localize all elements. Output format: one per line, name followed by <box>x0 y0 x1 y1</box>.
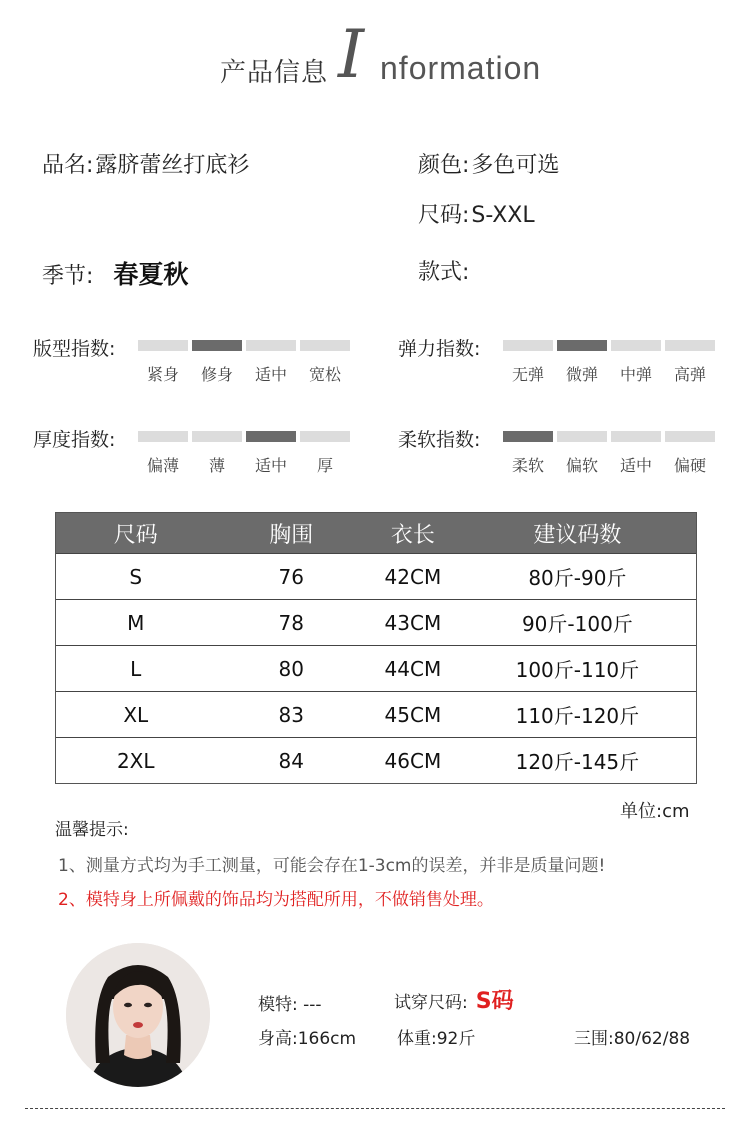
table-cell: 45CM <box>384 702 442 727</box>
fit-index-bars <box>138 340 350 351</box>
table-cell: 46CM <box>384 748 442 773</box>
table-cell: M <box>127 610 145 635</box>
softness-index-options <box>503 453 715 476</box>
model-name <box>258 990 322 1015</box>
fit-bar-seg <box>138 340 188 351</box>
table-header-cell: 衣长 <box>390 522 435 548</box>
table-header-cell: 建议码数 <box>533 522 622 548</box>
table-cell: L <box>130 656 142 681</box>
header-title-en: nformation <box>380 50 542 86</box>
table-cell: S <box>129 564 143 589</box>
fit-bar-seg <box>246 340 296 351</box>
fit-option: 紧身 <box>146 365 179 384</box>
model-name-value: --- <box>303 995 322 1015</box>
elastic-option: 高弹 <box>673 365 706 384</box>
softness-bar-seg <box>503 431 553 442</box>
table-cell: 84 <box>278 748 304 773</box>
softness-bar-seg <box>557 431 607 442</box>
unit-label: 单位:cm <box>620 801 690 822</box>
info-name <box>42 148 249 179</box>
thickness-option: 偏薄 <box>146 456 179 475</box>
table-cell: 42CM <box>384 564 442 589</box>
table-cell: 44CM <box>384 656 442 681</box>
model-measure-label: 三围: <box>574 1029 614 1049</box>
thickness-option: 适中 <box>254 456 287 475</box>
info-name-value: 露脐蕾丝打底衫 <box>95 153 250 178</box>
table-header-cell: 胸围 <box>269 522 314 548</box>
header-script-letter: I <box>338 16 365 93</box>
table-cell: 120斤-145斤 <box>515 750 640 774</box>
table-cell: 110斤-120斤 <box>515 704 640 728</box>
table-cell: 100斤-110斤 <box>515 658 640 682</box>
softness-option: 适中 <box>619 456 652 475</box>
table-cell: 80斤-90斤 <box>528 566 627 590</box>
fit-index-label: 版型指数: <box>33 338 116 360</box>
elastic-bar-seg <box>665 340 715 351</box>
table-cell: 90斤-100斤 <box>521 612 633 636</box>
model-weight <box>397 1024 475 1049</box>
info-size <box>418 198 535 229</box>
table-row <box>56 691 696 737</box>
model-measure-value: 80/62/88 <box>613 1029 691 1049</box>
softness-option: 柔软 <box>511 456 544 475</box>
softness-option: 偏硬 <box>673 456 706 475</box>
thickness-bar-seg <box>138 431 188 442</box>
bottom-divider <box>25 1108 725 1109</box>
info-name-label: 品名: <box>42 153 94 178</box>
fit-bar-seg <box>192 340 242 351</box>
info-color <box>418 148 559 179</box>
elastic-bar-seg <box>503 340 553 351</box>
elastic-option: 微弹 <box>565 365 598 384</box>
header-title-cn: 产品信息 <box>220 58 329 88</box>
tips-title: 温馨提示: <box>55 820 129 840</box>
thickness-bar-seg <box>192 431 242 442</box>
table-row <box>56 645 696 691</box>
softness-bar-seg <box>611 431 661 442</box>
fit-option: 修身 <box>200 365 233 384</box>
softness-index-bars <box>503 431 715 442</box>
model-weight-value: 92斤 <box>436 1029 476 1049</box>
model-avatar <box>66 943 210 1087</box>
fit-option: 宽松 <box>308 365 341 384</box>
model-height-value: 166cm <box>297 1029 357 1049</box>
table-cell: 2XL <box>116 748 155 773</box>
info-size-label: 尺码: <box>418 203 470 228</box>
fit-option: 适中 <box>254 365 287 384</box>
thickness-index-options <box>138 453 350 476</box>
table-row <box>56 737 696 783</box>
model-weight-label: 体重: <box>397 1029 437 1049</box>
info-style <box>418 255 471 286</box>
thickness-index-label: 厚度指数: <box>33 429 116 451</box>
softness-option: 偏软 <box>565 456 598 475</box>
thickness-option: 厚 <box>316 456 333 475</box>
elastic-option: 中弹 <box>619 365 652 384</box>
table-cell: 76 <box>278 564 304 589</box>
info-season <box>42 255 188 291</box>
elastic-index-options <box>503 362 715 385</box>
info-season-value: 春夏秋 <box>113 260 189 289</box>
model-try-size <box>394 984 514 1015</box>
tip-item: 1、测量方式均为手工测量，可能会存在1-3cm的误差，并非是质量问题! <box>58 856 606 876</box>
table-cell: 80 <box>278 656 304 681</box>
model-try-label: 试穿尺码: <box>394 993 468 1013</box>
elastic-option: 无弹 <box>511 365 544 384</box>
table-cell: 43CM <box>384 610 442 635</box>
thickness-option: 薄 <box>208 456 225 475</box>
tip-item: 2、模特身上所佩戴的饰品均为搭配所用，不做销售处理。 <box>58 890 494 910</box>
fit-index-options <box>138 362 350 385</box>
table-header-row <box>56 513 696 553</box>
fit-bar-seg <box>300 340 350 351</box>
info-size-value: S-XXL <box>471 203 535 228</box>
model-height-label: 身高: <box>258 1029 298 1049</box>
model-name-label: 模特: <box>258 995 298 1015</box>
info-color-value: 多色可选 <box>471 153 560 178</box>
size-table <box>55 512 697 784</box>
thickness-bar-seg <box>300 431 350 442</box>
softness-index-label: 柔软指数: <box>398 429 481 451</box>
model-height <box>258 1024 356 1049</box>
thickness-bar-seg <box>246 431 296 442</box>
table-header-cell: 尺码 <box>113 522 158 548</box>
thickness-index-bars <box>138 431 350 442</box>
table-row <box>56 553 696 599</box>
table-cell: 83 <box>278 702 304 727</box>
info-color-label: 颜色: <box>418 153 470 178</box>
elastic-bar-seg <box>557 340 607 351</box>
info-season-label: 季节: <box>42 264 94 289</box>
model-try-value: S码 <box>475 989 514 1014</box>
elastic-index-bars <box>503 340 715 351</box>
table-cell: XL <box>123 702 149 727</box>
table-row <box>56 599 696 645</box>
table-cell: 78 <box>278 610 304 635</box>
elastic-bar-seg <box>611 340 661 351</box>
model-measurements <box>574 1024 690 1049</box>
softness-bar-seg <box>665 431 715 442</box>
elastic-index-label: 弹力指数: <box>398 338 481 360</box>
info-style-label: 款式: <box>418 260 470 285</box>
